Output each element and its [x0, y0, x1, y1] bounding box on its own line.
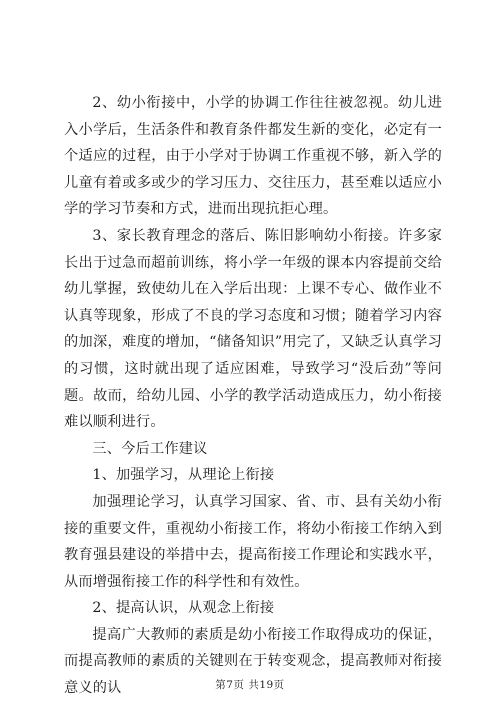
subheading-strengthen-learning: 1、加强学习，从理论上衔接: [92, 467, 275, 484]
paragraph-parent-education-concepts: 3、家长教育理念的落后、陈旧影响幼小衔接。许多家长出于过急而超前训练，将小学一年级的课本内容提前交给幼儿掌握，致使幼儿在入学后出现：上课不专心、做作业不认真等现象，形成了不良的学习态度和习惯；随着学习内容的加深，难度的增加，“储备知识”用完了，又缺乏认真学习的习惯，这时就出现了适应困难，导致学习“没后劲”等问题。故而，给幼儿园、小学的教学活动造成压力，幼小衔接难以顺利进行。: [64, 227, 442, 431]
page-number-footer: 第7页 共19页: [215, 679, 285, 691]
paragraph-theory-study: 加强理论学习，认真学习国家、省、市、县有关幼小衔接的重要文件，重视幼小衔接工作，将幼小衔接工作纳入到教育强县建设的举措中去，提高衔接工作理论和实践水平，从而增强衔接工作的科学性和有效性。: [64, 493, 442, 590]
paragraph-coordination-neglected: 2、幼小衔接中，小学的协调工作往往被忽视。幼儿进入小学后，生活条件和教育条件都发生新的变化，必定有一个适应的过程，由于小学对于协调工作重视不够，新入学的儿童有着或多或少的学习压力、交往压力，甚至难以适应小学的学习节奏和方式，进而出现抗拒心理。: [64, 95, 442, 218]
subheading-improve-awareness: 2、提高认识，从观念上衔接: [92, 600, 275, 617]
section-heading-work-suggestions: 三、今后工作建议: [92, 440, 208, 457]
document-body: [64, 90, 442, 702]
paragraph-teacher-quality: 提高广大教师的素质是幼小衔接工作取得成功的保证，而提高教师的素质的关键则在于转变观念，提高教师对衔接意义的认: [64, 626, 442, 697]
